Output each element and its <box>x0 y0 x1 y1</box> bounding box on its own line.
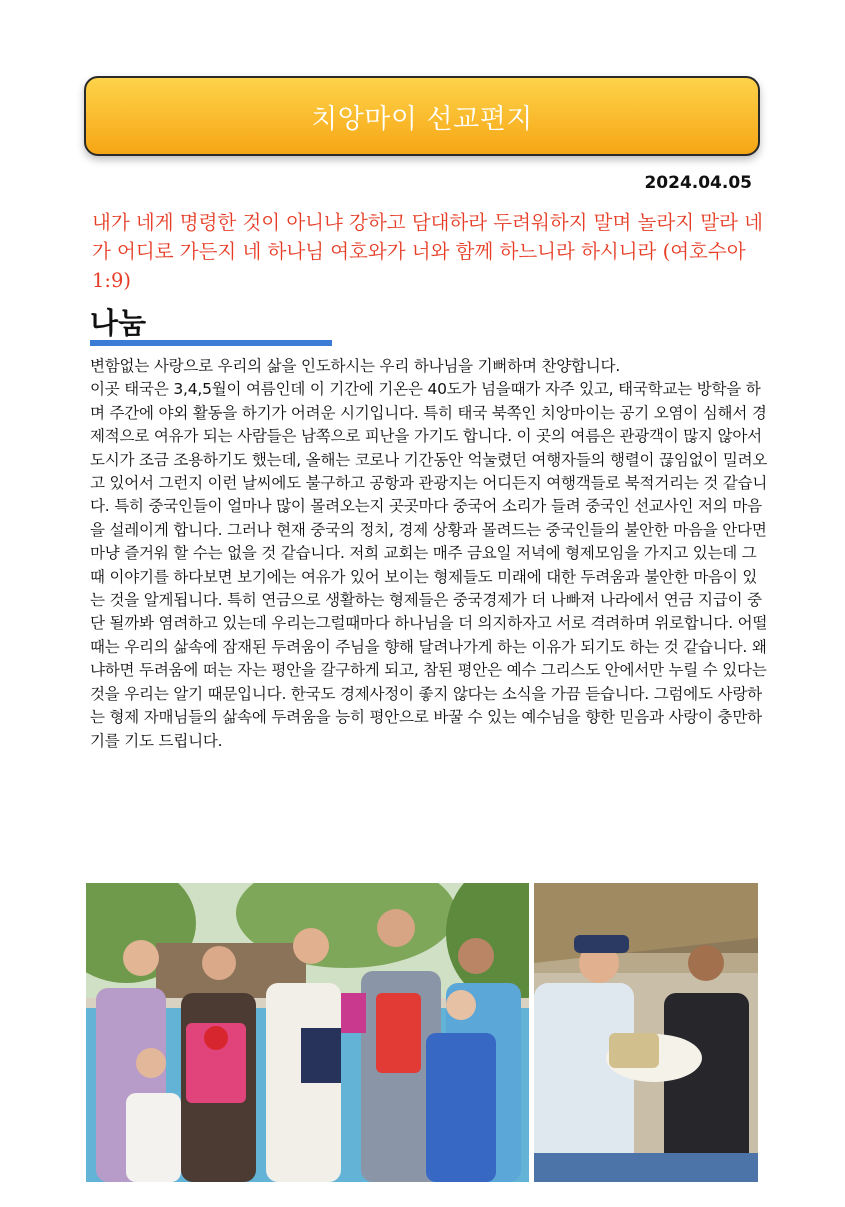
group-photo <box>86 883 529 1182</box>
title-banner <box>84 76 760 156</box>
letter-date: 2024.04.05 <box>644 173 752 193</box>
group-photo-image <box>86 883 529 1182</box>
letter-body: 변함없는 사랑으로 우리의 삶을 인도하시는 우리 하나님을 기뻐하며 찬양합니다. 이곳 태국은 3,4,5월이 여름인데 이 기간에 기온은 40도가 넘을때가 자주 있고, 태국학교는 방학을 하며 주간에 야외 활동을 하기가 어려운 시기입니다. 특히 태국 북쪽인 치앙마이는 공기 오염이 심해서 경제적으로 여유가 되는 사람들은 남쪽으로 피난을 가기도 합니다. 이 곳의 여름은 관광객이 많지 않아서 도시가 조금 조용하기도 했는데, 올해는 코로나 기간동안 억눌렸던 여행자들의 행렬이 끊임없이 밀려오고 있어서 그런지 이런 날씨에도 불구하고 공항과 관광지는 어디든지 여행객들로 북적거리는 것 같습니다. 특히 중국인들이 얼마나 많이 몰려오는지 곳곳마다 중국어 소리가 들려 중국인 선교사인 저의 마음을 설레이게 합니다. 그러나 현재 중국의 정치, 경제 상황과 몰려드는 중국인들의 불안한 마음을 안다면 마냥 즐거워 할 수는 없을 것 같습니다. 저희 교회는 매주 금요일 저녁에 형제모임을 가지고 있는데 그때 이야기를 하다보면 보기에는 여유가 있어 보이는 형제들도 미래에 대한 두려움과 불안한 마음이 있는 것을 알게됩니다. 특히 연금으로 생활하는 형제들은 중국경제가 더 나빠져 나라에서 연금 지급이 중단 될까봐 염려하고 있는데 우리는그럴때마다 하나님을 더 의지하자고 서로 격려하며 위로합니다. 어떨 때는 우리의 삶속에 잠재된 두려움이 주님을 향해 달려나가게 하는 이유가 되기도 하는 것 같습니다. 왜냐하면 두려움에 떠는 자는 평안을 갈구하게 되고, 참된 평안은 예수 그리스도 안에서만 누릴 수 있다는 것을 우리는 알기 때문입니다. 한국도 경제사정이 좋지 않다는 소식을 가끔 듣습니다. 그럼에도 사랑하는 형제 자매님들의 삶속에 두려움을 능히 평안으로 바꿀 수 있는 예수님을 향한 믿음과 사랑이 충만하기를 기도 드립니다. <box>90 357 768 750</box>
bible-verse: 내가 네게 명령한 것이 아니냐 강하고 담대하라 두려워하지 말며 놀라지 말라 네가 어디로 가든지 네 하나님 여호와가 너와 함께 하느니라 하시니라 (여호수아1:9) <box>92 211 763 292</box>
page-title: 치앙마이 선교편지 <box>311 103 533 135</box>
rice-donation-photo <box>534 883 758 1182</box>
section-underline <box>90 340 332 346</box>
section-title: 나눔 <box>90 306 147 340</box>
rice-donation-photo-image <box>534 883 758 1182</box>
